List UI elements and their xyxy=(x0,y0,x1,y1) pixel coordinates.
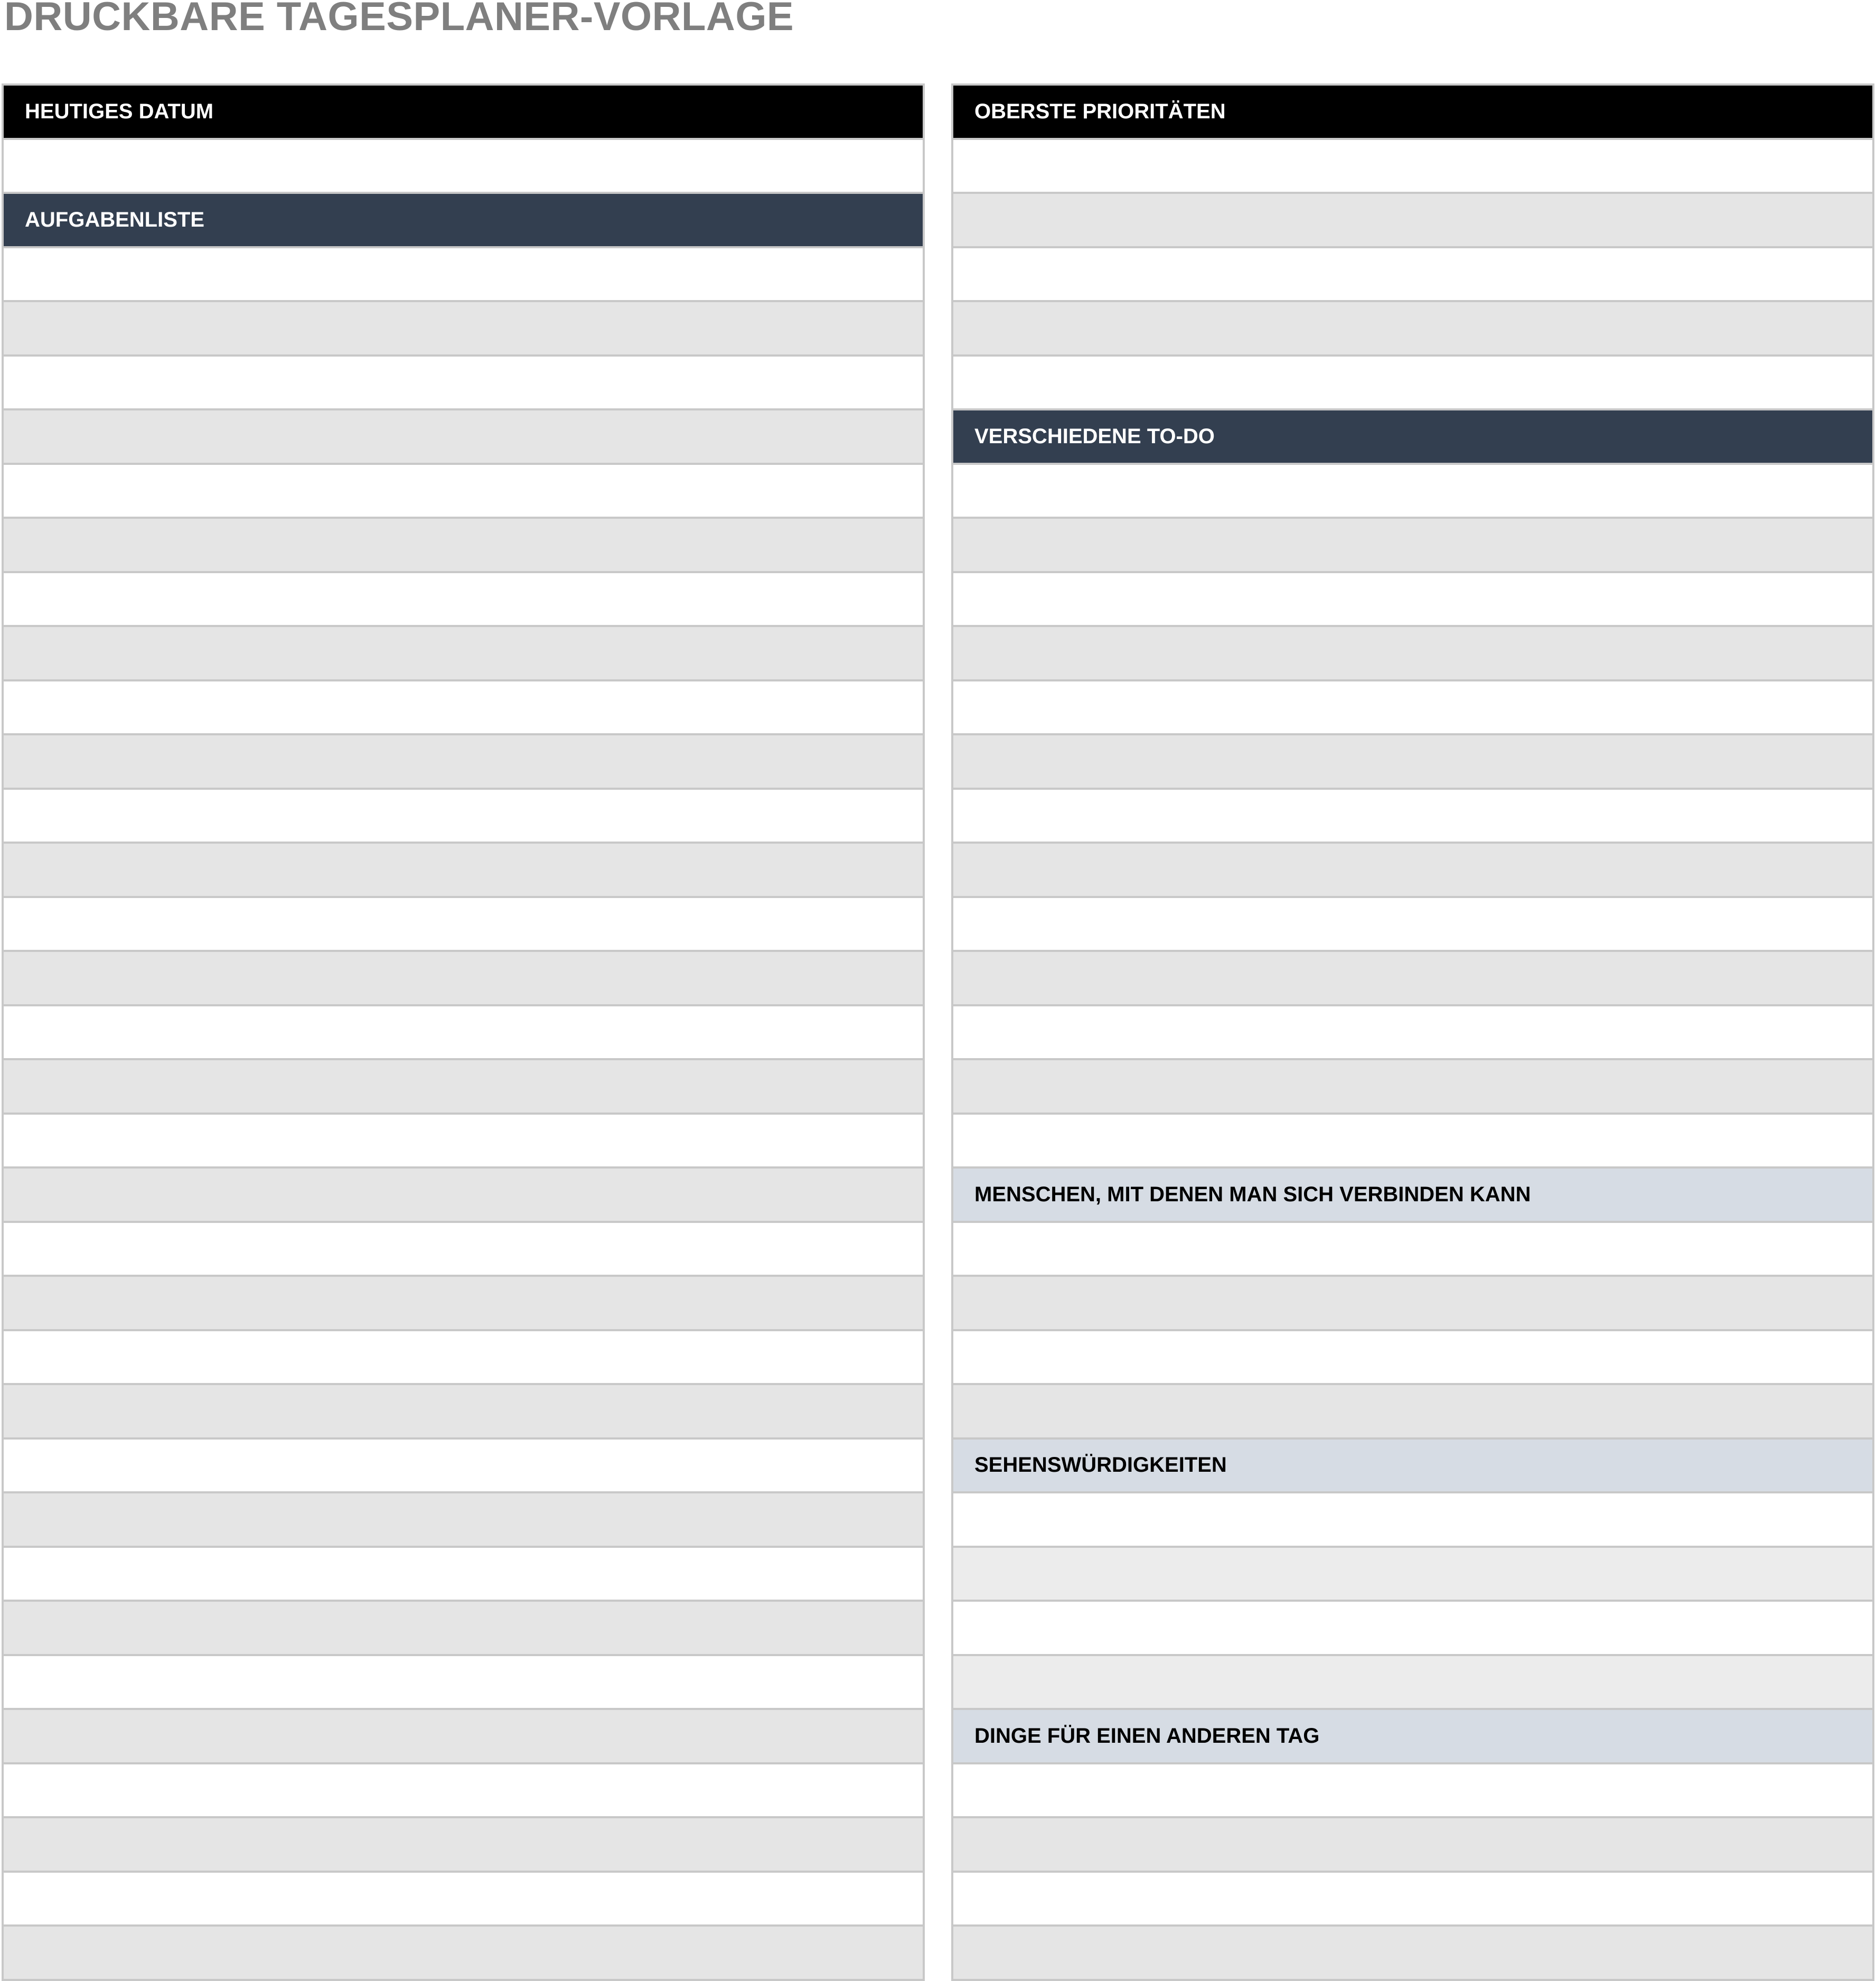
priority-entry[interactable] xyxy=(953,140,1872,194)
task-list-entry[interactable] xyxy=(4,1493,923,1548)
misc-todo-entry[interactable] xyxy=(953,1115,1872,1169)
task-list-entry[interactable] xyxy=(4,627,923,681)
task-list-entry[interactable] xyxy=(4,1223,923,1277)
sights-list xyxy=(953,1493,1872,1710)
todays-date-field[interactable] xyxy=(4,140,923,194)
misc-todo-entry[interactable] xyxy=(953,1060,1872,1115)
task-list-entry[interactable] xyxy=(4,952,923,1006)
sights-entry[interactable] xyxy=(953,1548,1872,1602)
misc-todo-entry[interactable] xyxy=(953,573,1872,628)
another-day-list xyxy=(953,1764,1872,1981)
sights-header: SEHENSWÜRDIGKEITEN xyxy=(953,1440,1872,1494)
task-list-entry[interactable] xyxy=(4,573,923,628)
task-list-entry[interactable] xyxy=(4,1169,923,1223)
task-list-entry[interactable] xyxy=(4,302,923,357)
people-entry[interactable] xyxy=(953,1277,1872,1331)
top-priorities-list xyxy=(953,140,1872,411)
another-day-entry[interactable] xyxy=(953,1873,1872,1927)
task-list-entry[interactable] xyxy=(4,1440,923,1494)
misc-todo-entry[interactable] xyxy=(953,790,1872,844)
task-list-entry[interactable] xyxy=(4,735,923,790)
misc-todo-entry[interactable] xyxy=(953,844,1872,898)
another-day-entry[interactable] xyxy=(953,1764,1872,1819)
sights-entry[interactable] xyxy=(953,1602,1872,1656)
task-list-entry[interactable] xyxy=(4,1331,923,1386)
people-to-connect-list xyxy=(953,1223,1872,1440)
priority-entry[interactable] xyxy=(953,194,1872,248)
task-list-entry[interactable] xyxy=(4,844,923,898)
task-list-entry[interactable] xyxy=(4,1060,923,1115)
misc-todo-entry[interactable] xyxy=(953,898,1872,952)
task-list-entry[interactable] xyxy=(4,898,923,952)
task-list-header: AUFGABENLISTE xyxy=(4,194,923,248)
priority-entry[interactable] xyxy=(953,302,1872,357)
another-day-entry[interactable] xyxy=(953,1818,1872,1873)
sights-entry[interactable] xyxy=(953,1656,1872,1711)
another-day-entry[interactable] xyxy=(953,1927,1872,1981)
task-list-entry[interactable] xyxy=(4,681,923,736)
misc-todo-header: VERSCHIEDENE TO-DO xyxy=(953,410,1872,465)
task-list-entry[interactable] xyxy=(4,1006,923,1061)
priority-entry[interactable] xyxy=(953,357,1872,411)
misc-todo-entry[interactable] xyxy=(953,735,1872,790)
task-list-entry[interactable] xyxy=(4,1385,923,1440)
task-list-entry[interactable] xyxy=(4,1277,923,1331)
task-list-entry[interactable] xyxy=(4,1927,923,1981)
misc-todo-entry[interactable] xyxy=(953,519,1872,573)
misc-todo-entry[interactable] xyxy=(953,952,1872,1006)
misc-todo-entry[interactable] xyxy=(953,1006,1872,1061)
task-list-entry[interactable] xyxy=(4,1710,923,1764)
misc-todo-entry[interactable] xyxy=(953,627,1872,681)
right-column xyxy=(951,83,1874,1981)
misc-todo-list xyxy=(953,465,1872,1169)
another-day-header: DINGE FÜR EINEN ANDEREN TAG xyxy=(953,1710,1872,1764)
task-list-entry[interactable] xyxy=(4,1818,923,1873)
task-list-entry[interactable] xyxy=(4,790,923,844)
page-title: DRUCKBARE TAGESPLANER-VORLAGE xyxy=(4,0,794,39)
priority-entry[interactable] xyxy=(953,248,1872,303)
task-list-entry[interactable] xyxy=(4,410,923,465)
task-list-entry[interactable] xyxy=(4,248,923,303)
task-list-entry[interactable] xyxy=(4,465,923,519)
task-list xyxy=(4,248,923,1981)
todays-date-header: HEUTIGES DATUM xyxy=(4,86,923,140)
people-entry[interactable] xyxy=(953,1223,1872,1277)
task-list-entry[interactable] xyxy=(4,357,923,411)
task-list-entry[interactable] xyxy=(4,1764,923,1819)
task-list-entry[interactable] xyxy=(4,1873,923,1927)
task-list-entry[interactable] xyxy=(4,1548,923,1602)
task-list-entry[interactable] xyxy=(4,519,923,573)
left-column xyxy=(2,83,925,1981)
sights-entry[interactable] xyxy=(953,1493,1872,1548)
misc-todo-entry[interactable] xyxy=(953,681,1872,736)
task-list-entry[interactable] xyxy=(4,1602,923,1656)
task-list-entry[interactable] xyxy=(4,1656,923,1711)
people-entry[interactable] xyxy=(953,1331,1872,1386)
misc-todo-entry[interactable] xyxy=(953,465,1872,519)
top-priorities-header: OBERSTE PRIORITÄTEN xyxy=(953,86,1872,140)
people-entry[interactable] xyxy=(953,1385,1872,1440)
task-list-entry[interactable] xyxy=(4,1115,923,1169)
people-to-connect-header: MENSCHEN, MIT DENEN MAN SICH VERBINDEN KANN xyxy=(953,1169,1872,1223)
